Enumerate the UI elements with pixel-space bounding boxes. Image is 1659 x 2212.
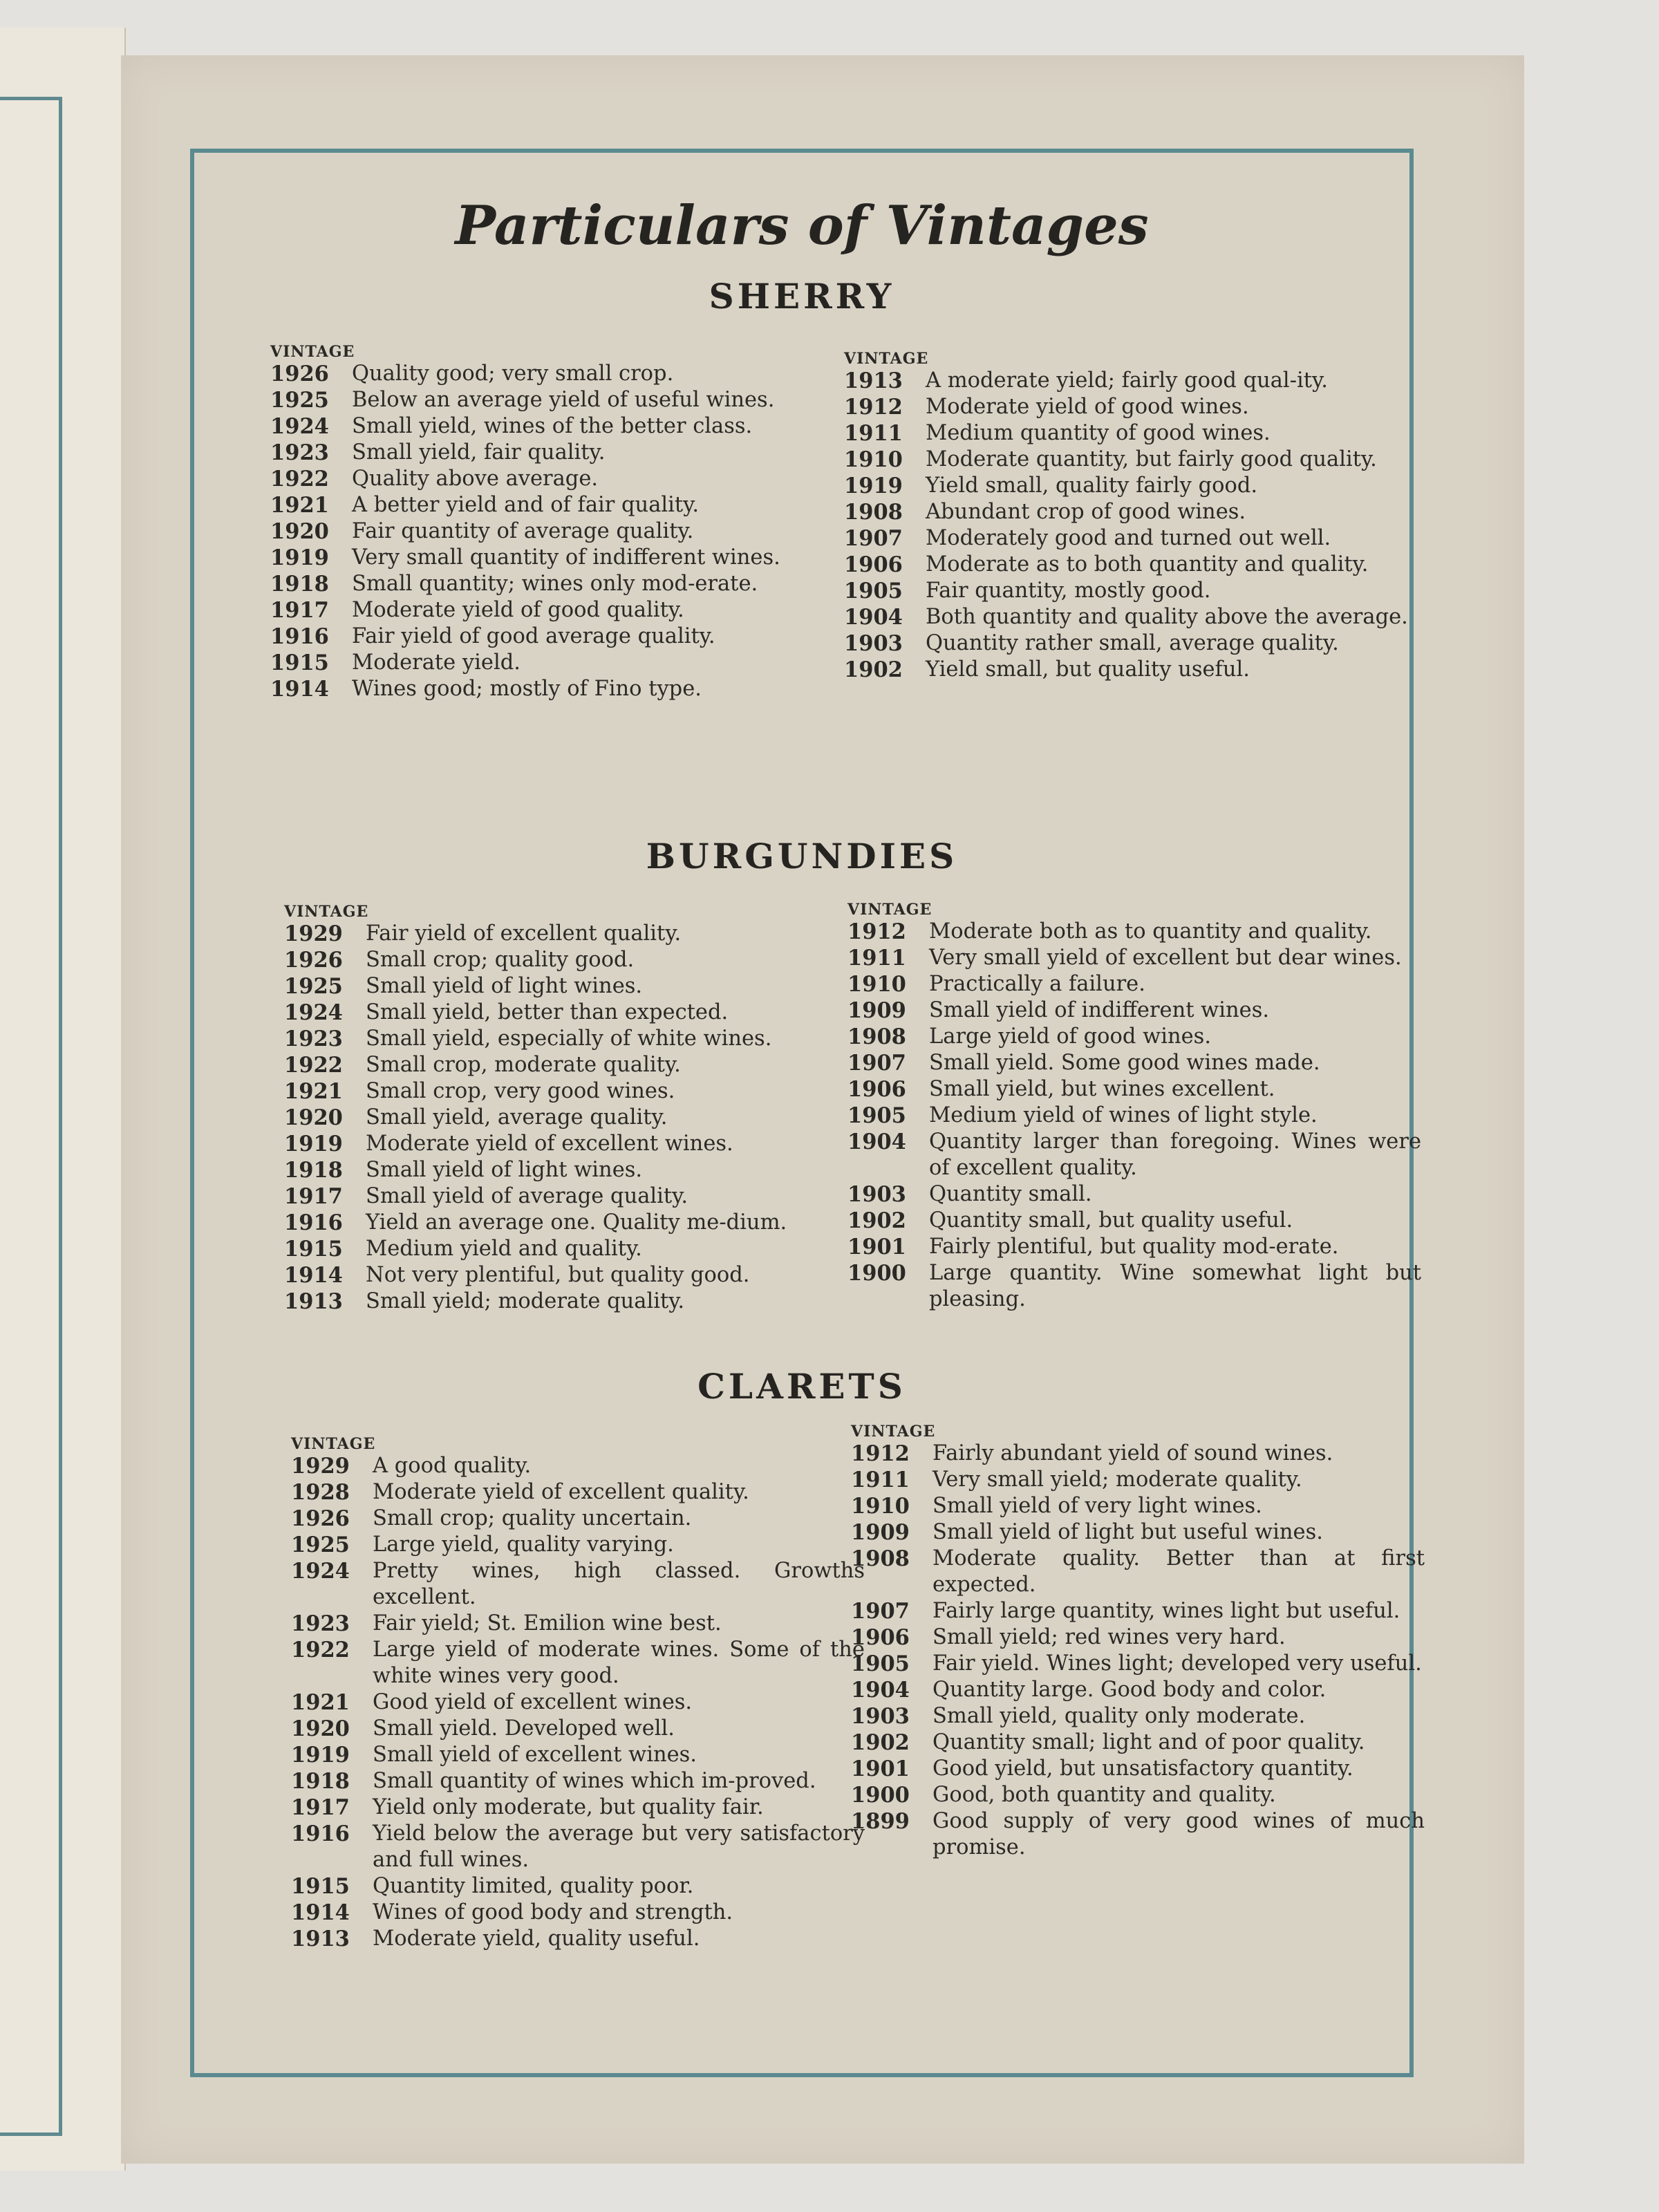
vintage-year: 1905 [851, 1651, 910, 1676]
page-title: Particulars of Vintages [455, 194, 1149, 257]
vintage-description: Moderate yield of good wines. [926, 395, 1249, 419]
vintage-entry [284, 1236, 858, 1262]
vintage-entry [284, 1105, 858, 1131]
vintage-entry [270, 676, 844, 702]
vintage-year: 1914 [284, 1263, 343, 1288]
vintage-description: Practically a failure. [929, 972, 1145, 996]
vintage-entry [847, 1129, 1421, 1181]
vintage-entry [851, 1651, 1425, 1677]
vintage-description: Fair yield of excellent quality. [366, 921, 682, 946]
booklet-page [121, 55, 1524, 2164]
vintage-description: Yield an average one. Quality me-dium. [366, 1210, 787, 1235]
vintage-entry [291, 1479, 865, 1506]
vintage-year: 1924 [284, 1000, 343, 1025]
vintage-description: Quantity small; light and of poor quality. [932, 1730, 1365, 1754]
vintage-description: Fairly plentiful, but quality mod-erate. [929, 1235, 1339, 1259]
vintage-description: Small yield, wines of the better class. [352, 414, 753, 438]
vintage-year: 1929 [291, 1454, 350, 1479]
vintage-column-label: VINTAGE [291, 1435, 376, 1453]
vintage-entry [851, 1519, 1425, 1546]
vintage-description: Fair yield; St. Emilion wine best. [373, 1611, 722, 1635]
vintage-year: 1911 [851, 1468, 910, 1492]
vintage-year: 1912 [851, 1441, 910, 1466]
vintage-year: 1904 [844, 605, 903, 630]
vintage-entry [844, 604, 1418, 630]
vintage-year: 1899 [851, 1809, 910, 1834]
vintage-year: 1923 [291, 1611, 350, 1636]
vintage-year: 1907 [844, 526, 903, 551]
vintage-year: 1901 [847, 1235, 906, 1259]
vintage-entry [851, 1730, 1425, 1756]
vintage-description: Small yield of average quality. [366, 1184, 688, 1208]
vintage-entry [270, 361, 844, 387]
vintage-entry [291, 1768, 865, 1794]
vintage-entry [851, 1808, 1425, 1861]
vintage-year: 1911 [847, 946, 906, 971]
page-frame [190, 149, 1425, 2077]
vintage-year: 1924 [270, 414, 329, 439]
vintage-entry [284, 1183, 858, 1210]
vintage-year: 1913 [291, 1927, 350, 1951]
vintage-column-label: VINTAGE [844, 350, 929, 368]
vintage-year: 1918 [284, 1158, 343, 1183]
vintage-entry [291, 1821, 865, 1873]
vintage-description: Small yield, especially of white wines. [366, 1027, 772, 1051]
vintage-entry [851, 1703, 1425, 1730]
vintage-year: 1913 [284, 1289, 343, 1314]
vintage-year: 1908 [844, 500, 903, 525]
vintage-year: 1916 [270, 624, 329, 649]
vintage-description: Medium yield of wines of light style. [929, 1103, 1318, 1127]
vintage-entry [270, 650, 844, 676]
vintage-description: Small yield, better than expected. [366, 1000, 729, 1024]
vintage-description: Quantity small, but quality useful. [929, 1208, 1293, 1232]
vintage-year: 1917 [291, 1795, 350, 1820]
clarets-left-column [291, 1435, 865, 1952]
clarets-right-column [851, 1423, 1425, 1861]
vintage-entry [291, 1558, 865, 1611]
vintage-entry [847, 1050, 1421, 1076]
vintage-entry [851, 1467, 1425, 1493]
section-heading-clarets: CLARETS [697, 1366, 906, 1407]
vintage-description: A good quality. [373, 1454, 532, 1478]
vintage-description: Moderate quantity, but fairly good quality. [926, 447, 1377, 471]
vintage-description: Not very plentiful, but quality good. [366, 1263, 750, 1287]
vintage-entry [284, 1210, 858, 1236]
vintage-description: Small yield, quality only moderate. [932, 1704, 1306, 1728]
vintage-description: Small yield. Developed well. [373, 1716, 675, 1741]
vintage-description: Quality good; very small crop. [352, 362, 674, 386]
vintage-year: 1919 [844, 474, 903, 498]
vintage-entry [847, 1103, 1421, 1129]
vintage-year: 1914 [270, 677, 329, 702]
vintage-entry [847, 1260, 1421, 1313]
section-heading-burgundies: BURGUNDIES [646, 836, 958, 877]
vintage-year: 1911 [844, 421, 903, 446]
vintage-description: Small yield. Some good wines made. [929, 1051, 1320, 1075]
vintage-description: Wines of good body and strength. [373, 1900, 733, 1924]
vintage-year: 1926 [291, 1506, 350, 1531]
vintage-entry [270, 571, 844, 597]
vintage-year: 1905 [844, 579, 903, 603]
vintage-description: Small yield of light wines. [366, 1158, 643, 1182]
vintage-year: 1902 [851, 1730, 910, 1755]
vintage-year: 1917 [270, 598, 329, 623]
vintage-entry [291, 1873, 865, 1900]
vintage-entry [284, 1157, 858, 1183]
vintage-description: Quantity limited, quality poor. [373, 1874, 694, 1898]
vintage-entry [851, 1598, 1425, 1624]
vintage-description: Small yield of excellent wines. [373, 1743, 697, 1767]
vintage-year: 1915 [291, 1874, 350, 1899]
vintage-description: Medium yield and quality. [366, 1237, 642, 1261]
vintage-year: 1921 [284, 1079, 343, 1104]
vintage-entry [270, 440, 844, 466]
vintage-description: Very small yield; moderate quality. [932, 1468, 1302, 1492]
vintage-entry [844, 578, 1418, 604]
vintage-year: 1918 [270, 572, 329, 597]
vintage-entry [270, 624, 844, 650]
vintage-description: Moderate both as to quantity and quality. [929, 919, 1372, 944]
vintage-entry [847, 997, 1421, 1024]
vintage-year: 1907 [847, 1051, 906, 1076]
vintage-entry [291, 1926, 865, 1952]
vintage-description: Very small yield of excellent but dear wines. [929, 946, 1402, 970]
vintage-entry [844, 473, 1418, 499]
vintage-description: Small yield of very light wines. [932, 1494, 1262, 1518]
vintage-description: Moderate yield, quality useful. [373, 1927, 700, 1951]
vintage-description: Large yield of moderate wines. Some of the white wines very good. [373, 1638, 865, 1688]
vintage-description: Small yield; red wines very hard. [932, 1625, 1286, 1649]
vintage-year: 1900 [851, 1783, 910, 1808]
vintage-year: 1906 [851, 1625, 910, 1650]
vintage-year: 1924 [291, 1559, 350, 1584]
vintage-year: 1907 [851, 1599, 910, 1624]
vintage-year: 1926 [284, 948, 343, 973]
vintage-year: 1925 [291, 1533, 350, 1557]
vintage-entry [270, 597, 844, 624]
vintage-year: 1908 [847, 1024, 906, 1049]
vintage-entry [844, 420, 1418, 447]
vintage-entry [847, 945, 1421, 971]
vintage-entry [284, 921, 858, 947]
vintage-year: 1919 [284, 1132, 343, 1156]
vintage-description: Small crop, very good wines. [366, 1079, 675, 1103]
vintage-year: 1922 [291, 1638, 350, 1662]
vintage-year: 1915 [284, 1237, 343, 1262]
vintage-description: Small quantity of wines which im-proved. [373, 1769, 816, 1793]
vintage-entry [291, 1900, 865, 1926]
vintage-entry [851, 1677, 1425, 1703]
vintage-description: Small yield of light wines. [366, 974, 643, 998]
vintage-year: 1919 [270, 545, 329, 570]
vintage-year: 1929 [284, 921, 343, 946]
vintage-entry [844, 447, 1418, 473]
vintage-entry [847, 1234, 1421, 1260]
vintage-description: Large yield, quality varying. [373, 1533, 674, 1557]
vintage-entry [284, 1000, 858, 1026]
vintage-year: 1902 [847, 1208, 906, 1233]
vintage-description: Large quantity. Wine somewhat light but pleasing. [929, 1261, 1421, 1311]
vintage-entry [291, 1742, 865, 1768]
vintage-entry [291, 1506, 865, 1532]
vintage-entry [844, 657, 1418, 683]
vintage-year: 1920 [284, 1105, 343, 1130]
vintage-year: 1909 [847, 998, 906, 1023]
vintage-description: Small crop; quality uncertain. [373, 1506, 692, 1530]
vintage-description: Quantity large. Good body and color. [932, 1678, 1327, 1702]
vintage-year: 1918 [291, 1769, 350, 1794]
vintage-description: Small yield of indifferent wines. [929, 998, 1270, 1022]
vintage-entry [284, 1026, 858, 1052]
vintage-year: 1913 [844, 368, 903, 393]
vintage-entry [844, 368, 1418, 394]
vintage-description: Wines good; mostly of Fino type. [352, 677, 702, 701]
vintage-description: Both quantity and quality above the average. [926, 605, 1408, 629]
vintage-column-label: VINTAGE [284, 903, 369, 921]
vintage-description: Yield small, but quality useful. [926, 657, 1250, 682]
vintage-column-label: VINTAGE [851, 1423, 936, 1441]
vintage-entry [270, 518, 844, 545]
vintage-entry [270, 413, 844, 440]
vintage-year: 1912 [847, 919, 906, 944]
vintage-description: Small crop, moderate quality. [366, 1053, 681, 1077]
vintage-description: Pretty wines, high classed. Growths excellent. [373, 1559, 865, 1609]
vintage-entry [844, 630, 1418, 657]
vintage-entry [284, 1131, 858, 1157]
vintage-description: Moderate yield. [352, 650, 521, 675]
vintage-description: Quality above average. [352, 467, 599, 491]
vintage-entry [844, 394, 1418, 420]
vintage-description: A better yield and of fair quality. [352, 493, 700, 517]
vintage-entry [851, 1756, 1425, 1782]
vintage-description: Moderate yield of excellent wines. [366, 1132, 733, 1156]
vintage-description: Yield below the average but very satisfactory and full wines. [373, 1821, 865, 1872]
vintage-entry [291, 1689, 865, 1716]
burgundies-right-column [847, 901, 1421, 1313]
vintage-description: Moderate quality. Better than at first expected. [932, 1546, 1425, 1597]
vintage-year: 1900 [847, 1261, 906, 1286]
vintage-year: 1905 [847, 1103, 906, 1128]
vintage-entry [847, 919, 1421, 945]
vintage-year: 1921 [270, 493, 329, 518]
vintage-description: Quantity larger than foregoing. Wines were of excellent quality. [929, 1130, 1421, 1180]
vintage-description: Moderate as to both quantity and quality. [926, 552, 1369, 577]
vintage-year: 1912 [844, 395, 903, 420]
vintage-year: 1920 [291, 1716, 350, 1741]
vintage-entry [270, 545, 844, 571]
vintage-entry [284, 973, 858, 1000]
vintage-year: 1922 [270, 467, 329, 491]
vintage-year: 1906 [847, 1077, 906, 1102]
vintage-entry [291, 1532, 865, 1558]
vintage-description: Good, both quantity and quality. [932, 1783, 1276, 1807]
vintage-description: Small yield of light but useful wines. [932, 1520, 1323, 1544]
vintage-entry [291, 1611, 865, 1637]
vintage-year: 1925 [270, 388, 329, 413]
vintage-year: 1910 [844, 447, 903, 472]
vintage-year: 1922 [284, 1053, 343, 1078]
vintage-year: 1906 [844, 552, 903, 577]
vintage-description: Small yield, average quality. [366, 1105, 668, 1130]
vintage-description: Yield only moderate, but quality fair. [373, 1795, 764, 1819]
vintage-year: 1917 [284, 1184, 343, 1209]
vintage-year: 1903 [851, 1704, 910, 1729]
vintage-entry [291, 1453, 865, 1479]
vintage-entry [284, 1262, 858, 1288]
vintage-year: 1903 [844, 631, 903, 656]
vintage-year: 1923 [270, 440, 329, 465]
vintage-year: 1910 [847, 972, 906, 997]
vintage-entry [844, 552, 1418, 578]
vintage-description: Abundant crop of good wines. [926, 500, 1246, 524]
vintage-year: 1904 [847, 1130, 906, 1154]
vintage-entry [847, 1076, 1421, 1103]
vintage-description: Fairly abundant yield of sound wines. [932, 1441, 1333, 1465]
vintage-year: 1901 [851, 1756, 910, 1781]
vintage-entry [844, 499, 1418, 525]
vintage-entry [284, 947, 858, 973]
vintage-entry [847, 1024, 1421, 1050]
vintage-description: A moderate yield; fairly good qual-ity. [926, 368, 1328, 393]
vintage-description: Small crop; quality good. [366, 948, 635, 972]
vintage-description: Good yield, but unsatisfactory quantity. [932, 1756, 1353, 1781]
vintage-entry [847, 1208, 1421, 1234]
vintage-year: 1921 [291, 1690, 350, 1715]
vintage-description: Below an average yield of useful wines. [352, 388, 775, 412]
vintage-year: 1916 [284, 1210, 343, 1235]
section-heading-sherry: SHERRY [709, 276, 895, 317]
vintage-year: 1910 [851, 1494, 910, 1519]
vintage-year: 1908 [851, 1546, 910, 1571]
vintage-description: Small yield, fair quality. [352, 440, 606, 465]
vintage-description: Fair quantity, mostly good. [926, 579, 1211, 603]
vintage-description: Moderately good and turned out well. [926, 526, 1331, 550]
sherry-right-column [844, 350, 1418, 683]
vintage-description: Fair yield. Wines light; developed very useful. [932, 1651, 1422, 1676]
vintage-entry [851, 1493, 1425, 1519]
vintage-year: 1914 [291, 1900, 350, 1925]
vintage-column-label: VINTAGE [270, 343, 355, 361]
vintage-entry [851, 1546, 1425, 1598]
vintage-column-label: VINTAGE [847, 901, 932, 919]
vintage-description: Very small quantity of indifferent wines. [352, 545, 780, 570]
vintage-description: Small yield, but wines excellent. [929, 1077, 1275, 1101]
vintage-year: 1902 [844, 657, 903, 682]
vintage-description: Fair quantity of average quality. [352, 519, 694, 543]
vintage-description: Moderate yield of excellent quality. [373, 1480, 749, 1504]
vintage-description: Yield small, quality fairly good. [926, 474, 1258, 498]
vintage-year: 1923 [284, 1027, 343, 1051]
vintage-year: 1904 [851, 1678, 910, 1703]
vintage-entry [270, 466, 844, 492]
vintage-year: 1909 [851, 1520, 910, 1545]
vintage-entry [284, 1078, 858, 1105]
vintage-entry [847, 971, 1421, 997]
vintage-entry [844, 525, 1418, 552]
vintage-year: 1903 [847, 1182, 906, 1207]
vintage-entry [270, 387, 844, 413]
vintage-entry [851, 1441, 1425, 1467]
vintage-description: Quantity rather small, average quality. [926, 631, 1339, 655]
vintage-entry [284, 1288, 858, 1315]
vintage-entry [291, 1794, 865, 1821]
vintage-description: Small yield; moderate quality. [366, 1289, 685, 1313]
facing-page-border [0, 97, 62, 2136]
vintage-year: 1926 [270, 362, 329, 386]
vintage-description: Large yield of good wines. [929, 1024, 1212, 1049]
vintage-year: 1925 [284, 974, 343, 999]
vintage-entry [270, 492, 844, 518]
vintage-entry [284, 1052, 858, 1078]
facing-page-edge [0, 28, 126, 2171]
vintage-entry [847, 1181, 1421, 1208]
vintage-year: 1919 [291, 1743, 350, 1768]
vintage-year: 1915 [270, 650, 329, 675]
vintage-description: Small quantity; wines only mod-erate. [352, 572, 758, 596]
vintage-description: Moderate yield of good quality. [352, 598, 684, 622]
vintage-description: Fair yield of good average quality. [352, 624, 715, 648]
vintage-entry [851, 1782, 1425, 1808]
sherry-left-column [270, 343, 844, 702]
vintage-description: Medium quantity of good wines. [926, 421, 1271, 445]
vintage-entry [291, 1716, 865, 1742]
vintage-description: Good supply of very good wines of much promise. [932, 1809, 1425, 1859]
vintage-description: Good yield of excellent wines. [373, 1690, 693, 1714]
vintage-year: 1916 [291, 1821, 350, 1846]
vintage-description: Fairly large quantity, wines light but useful. [932, 1599, 1400, 1623]
vintage-description: Quantity small. [929, 1182, 1092, 1206]
vintage-year: 1920 [270, 519, 329, 544]
vintage-entry [291, 1637, 865, 1689]
vintage-year: 1928 [291, 1480, 350, 1505]
burgundies-left-column [284, 903, 858, 1315]
vintage-entry [851, 1624, 1425, 1651]
